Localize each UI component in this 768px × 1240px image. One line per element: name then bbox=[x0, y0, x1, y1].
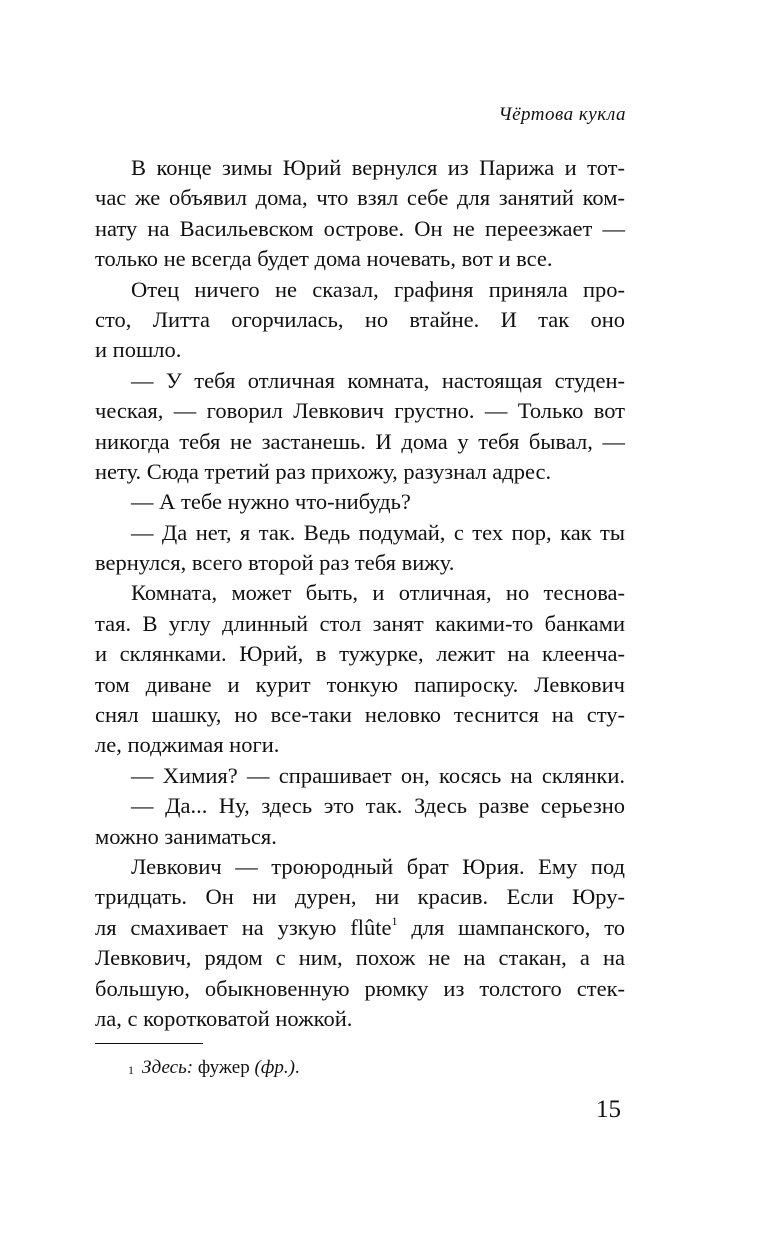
text-line-content: — Химия? — спрашивает он, косясь на склянки. bbox=[131, 762, 625, 788]
footnote-text: фужер bbox=[193, 1057, 255, 1078]
text-line bbox=[95, 730, 625, 760]
text-line bbox=[95, 518, 625, 548]
text-line bbox=[95, 670, 625, 700]
page-number: 15 bbox=[596, 1096, 621, 1123]
text-line-content: ле, поджимая ноги. bbox=[95, 732, 280, 758]
text-line-content: вернулся, всего второй раз тебя вижу. bbox=[95, 550, 455, 576]
text-line bbox=[95, 1004, 625, 1034]
text-line bbox=[95, 305, 625, 335]
text-line bbox=[95, 852, 625, 882]
running-head: Чёртова кукла bbox=[498, 104, 626, 125]
text-line bbox=[95, 882, 625, 912]
text-line-content: том диване и курит тонкую папироску. Левкович bbox=[95, 671, 625, 697]
text-line-content: час же объявил дома, что взял себе для занятий ком- bbox=[95, 185, 625, 211]
text-line bbox=[95, 822, 625, 852]
text-line bbox=[95, 214, 625, 244]
text-line bbox=[95, 366, 625, 396]
text-line-content: В конце зимы Юрий вернулся из Парижа и тот- bbox=[131, 155, 625, 180]
text-line-content: — А тебе нужно что-нибудь? bbox=[131, 489, 411, 515]
text-line-content: — Да нет, я так. Ведь подумай, с тех пор, как ты bbox=[131, 519, 625, 545]
text-line bbox=[95, 609, 625, 639]
text-line-content: никогда тебя не застанешь. И дома у тебя бывал, — bbox=[95, 428, 625, 454]
text-line-content: ла, с коротковатой ножкой. bbox=[95, 1005, 353, 1031]
footnote bbox=[128, 1055, 300, 1081]
text-line-content: и склянками. Юрий, в тужурке, лежит на клеенча- bbox=[95, 641, 625, 667]
text-line bbox=[95, 639, 625, 669]
text-line bbox=[95, 791, 625, 821]
footnote-rule bbox=[95, 1043, 203, 1044]
text-line bbox=[95, 943, 625, 973]
footnote-reference: 1 bbox=[391, 913, 398, 928]
text-line-content: снял шашку, но все-таки неловко теснится на сту- bbox=[95, 702, 625, 728]
text-line bbox=[95, 700, 625, 730]
text-line-content: ля смахивает на узкую flûte bbox=[95, 914, 392, 940]
text-line-continuation: для шампанского, то bbox=[397, 914, 625, 940]
text-line bbox=[95, 913, 625, 943]
text-line bbox=[95, 183, 625, 213]
text-line bbox=[95, 457, 625, 487]
text-line bbox=[95, 548, 625, 578]
text-line-content: и пошло. bbox=[95, 337, 182, 363]
text-line bbox=[95, 153, 625, 183]
text-line-content: Левкович — троюродный брат Юрия. Ему под bbox=[131, 853, 625, 879]
text-line-content: — Да... Ну, здесь это так. Здесь разве серьезно bbox=[131, 793, 625, 819]
text-line-content: сто, Литта огорчилась, но втайне. И так оно bbox=[95, 306, 625, 332]
text-line-content: только не всегда будет дома ночевать, вот и все. bbox=[95, 246, 553, 272]
text-line-content: ческая, — говорил Левкович грустно. — Только вот bbox=[95, 398, 625, 424]
text-line bbox=[95, 427, 625, 457]
text-line-content: тая. В углу длинный стол занят какими-то банками bbox=[95, 610, 625, 636]
text-line bbox=[95, 761, 625, 791]
text-line bbox=[95, 487, 625, 517]
text-line-content: Комната, может быть, и отличная, но теснова- bbox=[131, 580, 625, 606]
text-line bbox=[95, 275, 625, 305]
footnote-mark: 1 bbox=[128, 1063, 134, 1077]
text-line-content: тридцать. Он ни дурен, ни красив. Если Юру- bbox=[95, 884, 625, 910]
footnote-label: Здесь: bbox=[142, 1057, 194, 1078]
text-line-content: — У тебя отличная комната, настоящая студен- bbox=[131, 367, 625, 393]
text-line bbox=[95, 974, 625, 1004]
text-line bbox=[95, 335, 625, 365]
text-line bbox=[95, 244, 625, 274]
text-line-content: нету. Сюда третий раз прихожу, разузнал адрес. bbox=[95, 458, 552, 484]
footnote-end: . bbox=[294, 1057, 300, 1078]
footnote-lang: (фр.) bbox=[254, 1057, 295, 1078]
text-line-content: Отец ничего не сказал, графиня приняла про- bbox=[131, 276, 625, 302]
text-line bbox=[95, 396, 625, 426]
text-line-content: нату на Васильевском острове. Он не переезжает — bbox=[95, 215, 625, 241]
text-line-content: Левкович, рядом с ним, похож не на стакан, а на bbox=[95, 945, 625, 971]
text-line-content: большую, обыкновенную рюмку из толстого стек- bbox=[95, 975, 625, 1001]
text-line bbox=[95, 578, 625, 608]
text-line-content: можно заниматься. bbox=[95, 823, 277, 849]
body-text bbox=[95, 153, 625, 1034]
